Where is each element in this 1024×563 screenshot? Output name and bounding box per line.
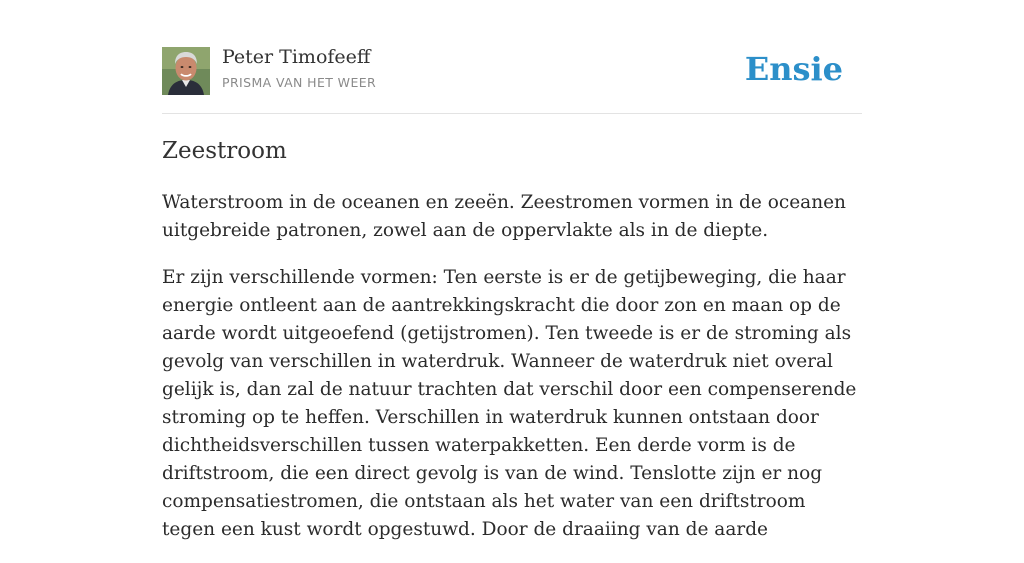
page bbox=[162, 0, 862, 540]
author-avatar[interactable] bbox=[162, 47, 210, 95]
brand-logo[interactable]: Ensie bbox=[744, 50, 843, 88]
author-portrait-icon bbox=[162, 47, 210, 95]
author-name[interactable]: Peter Timofeeff bbox=[222, 46, 371, 68]
article-header bbox=[162, 0, 862, 114]
article-title: Zeestroom bbox=[162, 138, 287, 164]
article-paragraph: Waterstroom in de oceanen en zeeën. Zeestromen vormen in de oceanen uitgebreide patronen, zowel aan de oppervlakte als in de diepte. bbox=[162, 192, 846, 241]
article-paragraph: Er zijn verschillende vormen: Ten eerste is er de getijbeweging, die haar energie ontleent aan de aantrekkingskracht die door zon en maan op de aarde wordt uitgeoefend (getijstromen). Ten tweede is er de stroming als gevolg van verschillen in waterdruk. Wanneer de waterdruk niet overal gelijk is, dan zal de natuur trachten dat verschil door een compenserende stroming op te heffen. Verschillen in waterdruk kunnen ontstaan door dichtheidsverschillen tussen waterpakketten. Een derde vorm is de driftstroom, die een direct gevolg is van de wind. Tenslotte zijn er nog compensatiestromen, die ontstaan als het water van een driftstroom tegen een kust wordt opgestuwd. Door de draaiing van de aarde bbox=[162, 267, 857, 540]
author-subtitle[interactable]: PRISMA VAN HET WEER bbox=[222, 75, 377, 90]
article-body bbox=[162, 189, 862, 563]
